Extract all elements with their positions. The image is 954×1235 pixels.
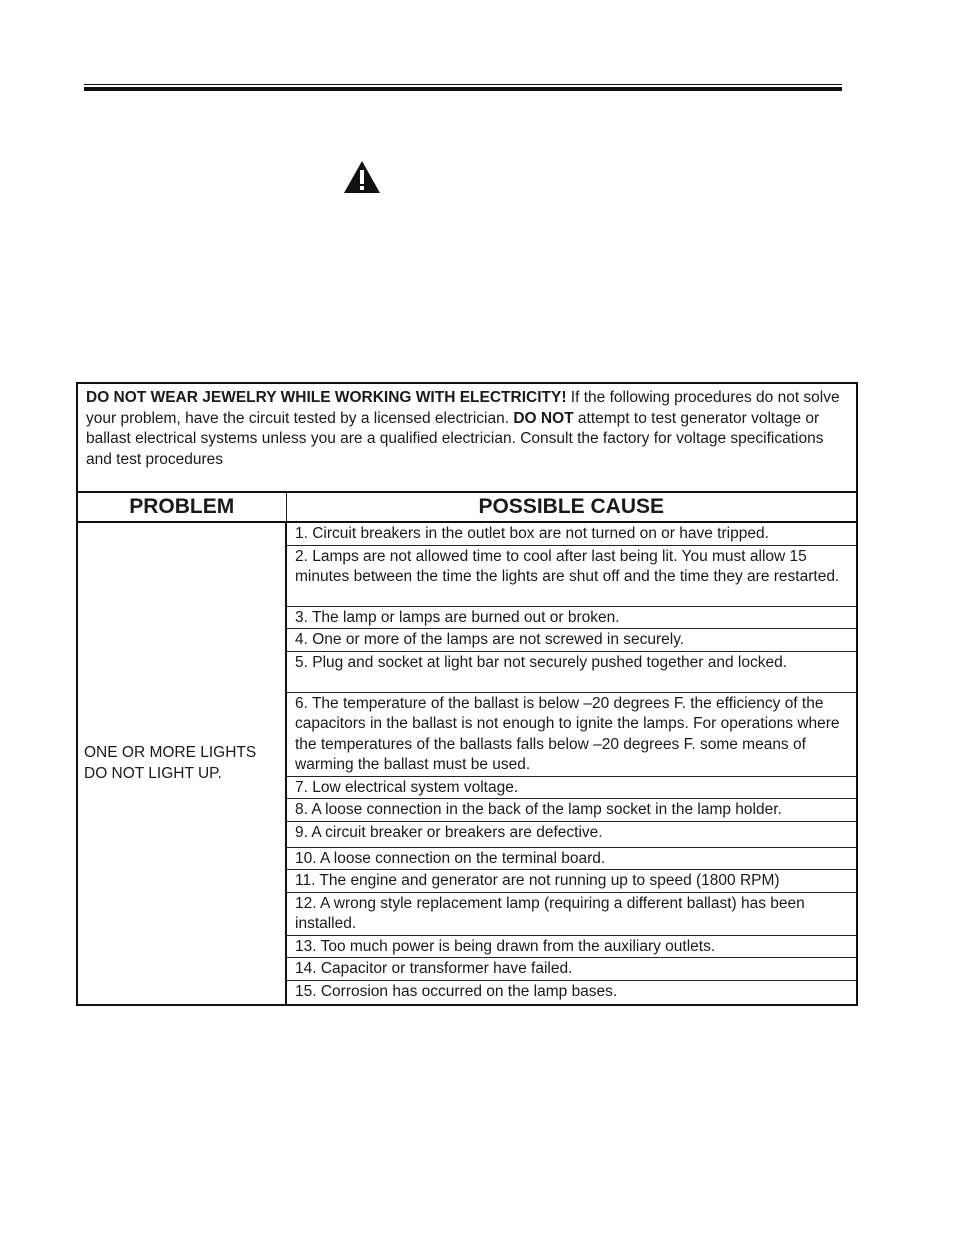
header-rule-thick — [84, 87, 842, 91]
cause-row: 11. The engine and generator are not running up to speed (1800 RPM) — [286, 870, 857, 893]
cause-row: 12. A wrong style replacement lamp (requiring a different ballast) has been installed. — [286, 892, 857, 935]
problem-header: PROBLEM — [77, 492, 286, 522]
notice-bold-lead: DO NOT WEAR JEWELRY WHILE WORKING WITH ELECTRICITY! — [86, 389, 567, 406]
cause-row: 6. The temperature of the ballast is below –20 degrees F. the efficiency of the capacitors in the ballast is not enough to ignite the lamps. For operations where the temperatures of the ballasts falls below –20 degrees F. some means of warming the ballast must be used. — [286, 692, 857, 776]
cause-row: 1. Circuit breakers in the outlet box are not turned on or have tripped. — [286, 522, 857, 545]
cause-row: 9. A circuit breaker or breakers are defective. — [286, 821, 857, 847]
cause-row: 8. A loose connection in the back of the lamp socket in the lamp holder. — [286, 799, 857, 822]
cause-header: POSSIBLE CAUSE — [286, 492, 857, 522]
cause-row: 2. Lamps are not allowed time to cool after last being lit. You must allow 15 minutes between the time the lights are shut off and the time they are restarted. — [286, 545, 857, 606]
safety-notice — [77, 383, 857, 492]
notice-bold-mid: DO NOT — [513, 409, 574, 427]
problem-cell: ONE OR MORE LIGHTS DO NOT LIGHT UP. — [77, 522, 286, 1005]
cause-row: 5. Plug and socket at light bar not securely pushed together and locked. — [286, 651, 857, 692]
troubleshooting-table — [76, 382, 858, 1006]
notice-text-2: attempt to test generator voltage or ballast electrical systems unless you are a qualified electrician. Consult the factory for voltage specifications and test procedures — [86, 409, 824, 468]
cause-row: 7. Low electrical system voltage. — [286, 776, 857, 799]
cause-row: 15. Corrosion has occurred on the lamp bases. — [286, 980, 857, 1005]
cause-row: 10. A loose connection on the terminal board. — [286, 847, 857, 870]
cause-row: 13. Too much power is being drawn from the auxiliary outlets. — [286, 935, 857, 958]
warning-triangle-icon — [343, 160, 381, 194]
header-rule-thin — [84, 84, 842, 85]
cause-row: 14. Capacitor or transformer have failed. — [286, 958, 857, 981]
cause-row: 3. The lamp or lamps are burned out or broken. — [286, 606, 857, 629]
notice-text-1: If the following procedures do not solve your problem, have the circuit tested by a licensed electrician. — [86, 389, 840, 427]
cause-row: 4. One or more of the lamps are not screwed in securely. — [286, 629, 857, 652]
